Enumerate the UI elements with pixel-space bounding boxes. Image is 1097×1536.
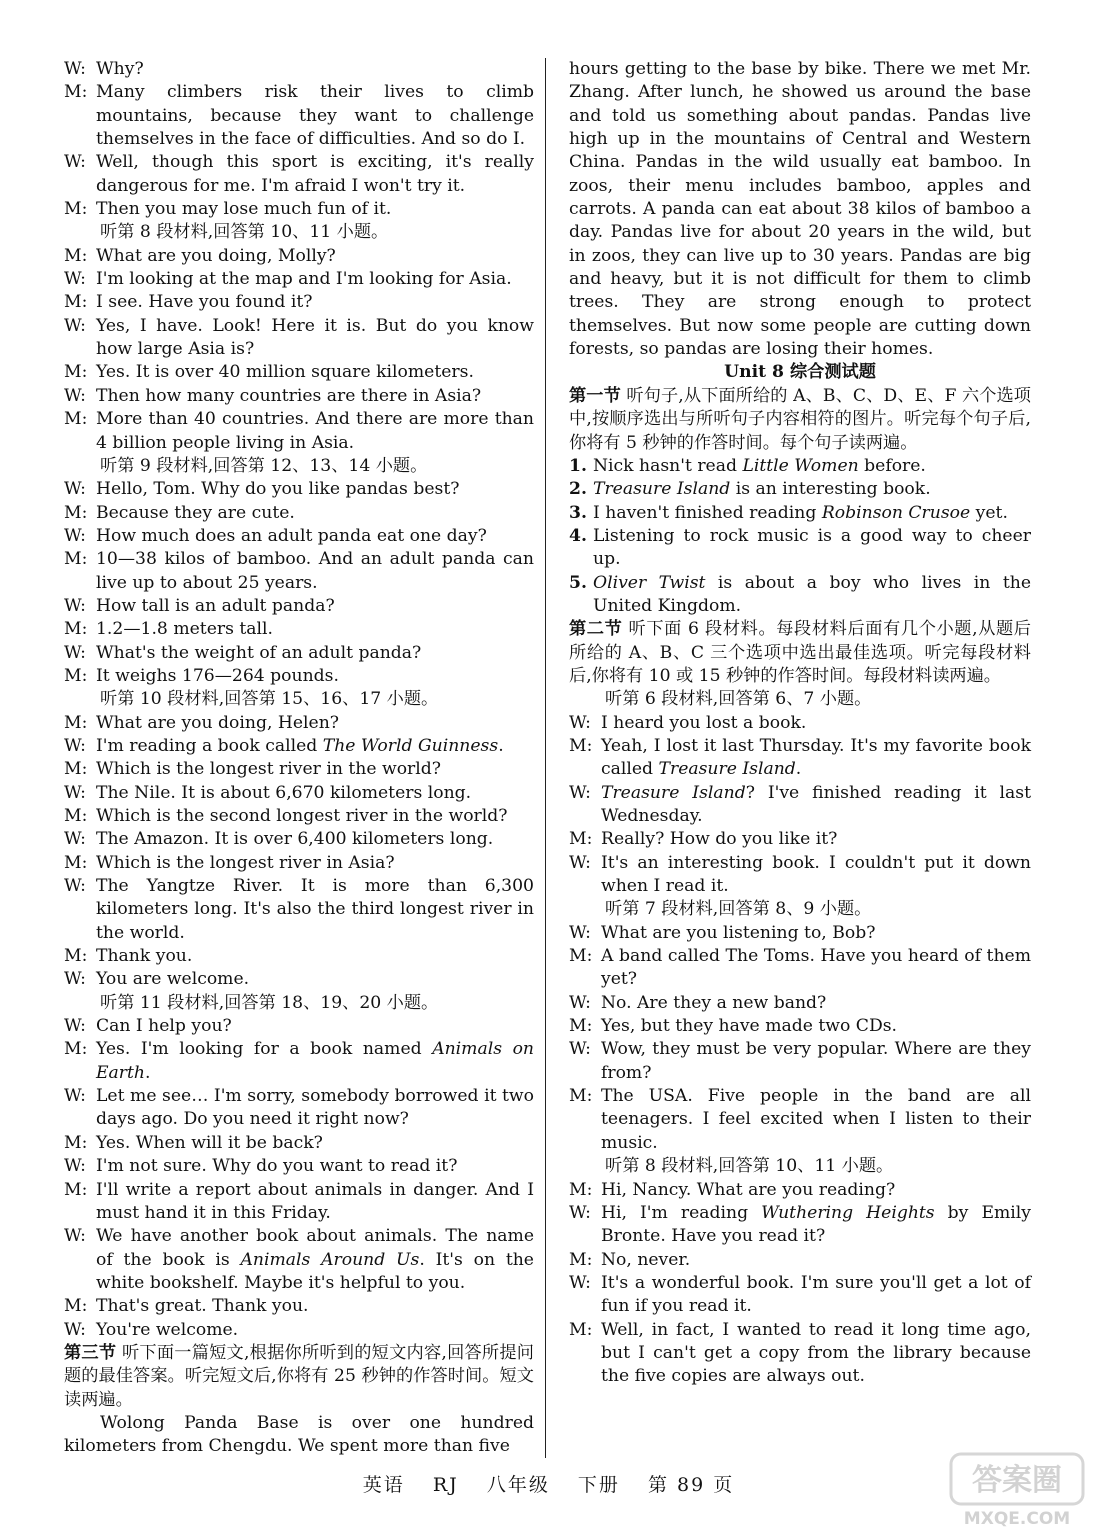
speaker: W: (64, 969, 86, 990)
dialogue-text: I'm looking at the map and I'm looking for Asia. (96, 269, 512, 290)
speaker: M: (569, 829, 593, 850)
dialogue-line (64, 1015, 534, 1038)
right-column (569, 58, 1031, 1389)
dialogue-line (64, 291, 534, 314)
dialogue-line (64, 805, 534, 828)
dialogue-text: I'm reading a book called The World Guinness. (96, 735, 504, 756)
dialogue-line (64, 758, 534, 781)
dialogue-text: Well, though this sport is exciting, it's really dangerous for me. I'm afraid I won't try it. (96, 152, 534, 196)
speaker: M: (569, 1319, 593, 1340)
dialogue-text: Then you may lose much fun of it. (96, 199, 392, 220)
dialogue-line (64, 548, 534, 595)
dialogue-text: I see. Have you found it? (96, 292, 313, 313)
dialogue-text: The Nile. It is about 6,670 kilometers long. (96, 782, 472, 803)
speaker: M: (64, 362, 88, 383)
speaker: M: (64, 712, 88, 733)
speaker: W: (569, 1039, 591, 1060)
sentence-item (569, 478, 1031, 501)
dialogue-line (569, 1319, 1031, 1389)
italic-title: Treasure Island (593, 479, 731, 500)
dialogue-text: You're welcome. (96, 1319, 239, 1340)
italic-title: Wuthering Heights (761, 1202, 935, 1223)
dialogue-line (64, 525, 534, 548)
dialogue-text: Thank you. (96, 946, 193, 967)
dialogue-line (569, 712, 1031, 735)
speaker: W: (64, 1016, 86, 1037)
dialogue-text: Yes, but they have made two CDs. (601, 1016, 898, 1037)
speaker: W: (64, 315, 86, 336)
dialogue-line (569, 945, 1031, 992)
speaker: M: (64, 619, 88, 640)
dialogue-text: What are you doing, Helen? (96, 712, 340, 733)
dialogue-line (569, 782, 1031, 829)
dialogue-text: What are you listening to, Bob? (601, 922, 876, 943)
dialogue-text: A band called The Toms. Have you heard of them yet? (601, 946, 1031, 990)
dialogue-line (64, 198, 534, 221)
sentence-item (569, 455, 1031, 478)
dialogue-line (569, 1015, 1031, 1038)
speaker: W: (64, 595, 86, 616)
dialogue-text: Then how many countries are there in Asia? (96, 385, 482, 406)
speaker: M: (64, 1179, 88, 1200)
speaker: M: (64, 245, 88, 266)
dialogue-text: Hello, Tom. Why do you like pandas best? (96, 479, 460, 500)
dialogue-line (569, 1038, 1031, 1085)
dialogue-text: I'm not sure. Why do you want to read it? (96, 1156, 458, 1177)
sentence-number: 4. (569, 525, 587, 546)
speaker: W: (64, 1226, 86, 1247)
dialogue-line (64, 642, 534, 665)
watermark-logo (947, 1450, 1087, 1530)
dialogue-line (64, 828, 534, 851)
speaker: M: (64, 759, 88, 780)
speaker: M: (64, 806, 88, 826)
dialogue-line (64, 502, 534, 525)
speaker: W: (569, 782, 591, 803)
italic-title: Animals on Earth (96, 1039, 534, 1083)
dialogue-text: No. Are they a new band? (601, 992, 827, 1013)
speaker: M: (64, 1039, 88, 1060)
dialogue-line (569, 828, 1031, 851)
dialogue-line (64, 245, 534, 268)
watermark-line1: 答案圈 (972, 1463, 1062, 1498)
italic-title: Robinson Crusoe (821, 502, 971, 523)
dialogue-line (64, 361, 534, 384)
dialogue-text: Hi, Nancy. What are you reading? (601, 1179, 896, 1200)
watermark-logo-icon (947, 1450, 1087, 1530)
speaker: M: (569, 1086, 593, 1107)
dialogue-text: Well, in fact, I wanted to read it long time ago, but I can't get a copy from the library because the five copies are always out. (601, 1319, 1031, 1387)
dialogue-text: Yes. When will it be back? (96, 1132, 323, 1153)
dialogue-line (64, 595, 534, 618)
passage-start: Wolong Panda Base is over one hundred kilometers from Chengdu. We spent more than five (64, 1412, 534, 1457)
material-heading: 听第 8 段材料,回答第 10、11 小题。 (605, 1156, 894, 1177)
dialogue-text: Wow, they must be very popular. Where are they from? (601, 1039, 1031, 1083)
dialogue-text: The USA. Five people in the band are all teenagers. I feel excited when I listen to their music. (601, 1086, 1031, 1153)
section1-text: 听句子,从下面所给的 A、B、C、D、E、F 六个选项中,按顺序选出与所听句子内容相符的图片。听完每个句子后,你将有 5 秒钟的作答时间。每个句子读两遍。 (569, 385, 1031, 453)
dialogue-text: You are welcome. (96, 969, 250, 990)
dialogue-text: Because they are cute. (96, 502, 295, 523)
section3-label: 第三节 (64, 1342, 117, 1363)
left-dialogue (64, 58, 534, 1342)
speaker: W: (64, 1086, 86, 1107)
footer-subject: 英语 (362, 1474, 405, 1496)
sentence-number: 1. (569, 455, 587, 476)
speaker: M: (64, 82, 88, 103)
section3-text: 听下面一篇短文,根据你所听到的短文内容,回答所提问题的最佳答案。听完短文后,你将有 25 秒钟的作答时间。短文读两遍。 (64, 1342, 534, 1410)
dialogue-line (569, 1085, 1031, 1155)
dialogue-text: How much does an adult panda eat one day? (96, 525, 487, 546)
speaker: W: (569, 922, 591, 943)
sentence-item (569, 525, 1031, 572)
sentence-text: Nick hasn't read Little Women before. (593, 455, 926, 476)
dialogue-text: What are you doing, Molly? (96, 245, 336, 266)
section1-label: 第一节 (569, 385, 621, 406)
dialogue-text: Why? (96, 59, 144, 79)
dialogue-line (569, 1272, 1031, 1319)
speaker: W: (569, 852, 591, 873)
dialogue-text: What's the weight of an adult panda? (96, 642, 422, 663)
dialogue-text: Yes, I have. Look! Here it is. But do you know how large Asia is? (96, 315, 534, 360)
dialogue-text: Yeah, I lost it last Thursday. It's my favorite book called Treasure Island. (601, 735, 1031, 780)
sentence-text: Treasure Island is an interesting book. (593, 479, 931, 500)
watermark-line2: MXQE.COM (963, 1509, 1071, 1529)
dialogue-line (569, 735, 1031, 782)
italic-title: Treasure Island (658, 759, 796, 780)
footer-grade: 八年级 (486, 1474, 550, 1496)
dialogue-line (64, 1038, 534, 1085)
section3-instructions (64, 1342, 534, 1412)
footer-page-number: 第 89 页 (647, 1474, 735, 1496)
dialogue-line (64, 1132, 534, 1155)
speaker: M: (64, 852, 88, 873)
dialogue-line (64, 665, 534, 688)
sentence-text: I haven't finished reading Robinson Crusoe yet. (593, 502, 1008, 523)
speaker: M: (569, 946, 593, 967)
speaker: W: (569, 1272, 591, 1293)
section2-label: 第二节 (569, 619, 623, 640)
italic-title: Little Women (742, 455, 859, 476)
dialogue-line (64, 1155, 534, 1178)
sentence-number: 3. (569, 502, 587, 523)
speaker: W: (569, 992, 591, 1013)
speaker: M: (64, 1296, 88, 1317)
dialogue-line (64, 1085, 534, 1132)
dialogue-line (64, 782, 534, 805)
section2-instructions (569, 618, 1031, 688)
dialogue-text: That's great. Thank you. (96, 1296, 309, 1317)
dialogue-line (64, 875, 534, 945)
speaker: W: (64, 1156, 86, 1177)
sentence-number: 2. (569, 479, 587, 500)
dialogue-line (64, 315, 534, 362)
dialogue-text: The Yangtze River. It is more than 6,300 kilometers long. It's also the third longest river in the world. (96, 876, 534, 943)
dialogue-text: We have another book about animals. The name of the book is Animals Around Us. It's on the white bookshelf. Maybe it's helpful to you. (96, 1226, 534, 1293)
speaker: M: (569, 1016, 593, 1037)
speaker: M: (569, 1249, 593, 1270)
dialogue-text: It's a wonderful book. I'm sure you'll get a lot of fun if you read it. (601, 1272, 1031, 1317)
dialogue-text: I'll write a report about animals in danger. And I must hand it in this Friday. (96, 1179, 534, 1223)
dialogue-line (64, 385, 534, 408)
speaker: W: (64, 525, 86, 546)
dialogue-line (64, 618, 534, 641)
speaker: M: (64, 292, 88, 313)
dialogue-line (64, 1179, 534, 1226)
dialogue-line (64, 1319, 534, 1342)
material-heading: 听第 10 段材料,回答第 15、16、17 小题。 (100, 689, 439, 710)
speaker: M: (64, 946, 88, 967)
speaker: W: (64, 479, 86, 500)
dialogue-text: 10—38 kilos of bamboo. And an adult panda can live up to about 25 years. (96, 549, 534, 593)
italic-title: The World Guinness (322, 735, 499, 756)
dialogue-text: The Amazon. It is over 6,400 kilometers long. (96, 829, 494, 850)
dialogue-line (569, 1202, 1031, 1249)
dialogue-text: Can I help you? (96, 1016, 232, 1037)
speaker: M: (64, 1132, 88, 1153)
section1-instructions (569, 385, 1031, 455)
material-heading: 听第 7 段材料,回答第 8、9 小题。 (605, 899, 872, 920)
dialogue-text: Many climbers risk their lives to climb mountains, because they want to challenge themselves in the face of difficulties. And so do I. (96, 82, 534, 150)
material-heading: 听第 6 段材料,回答第 6、7 小题。 (605, 689, 872, 710)
dialogue-text: It's an interesting book. I couldn't put it down when I read it. (601, 852, 1031, 897)
column-divider (545, 58, 546, 1458)
dialogue-line (64, 945, 534, 968)
speaker: M: (569, 735, 593, 756)
italic-title: Treasure Island (601, 782, 746, 803)
speaker: W: (64, 269, 86, 290)
speaker: W: (569, 1202, 591, 1223)
dialogue-text: Yes. I'm looking for a book named Animals on Earth. (96, 1039, 534, 1083)
sentence-item (569, 502, 1031, 525)
dialogue-line (64, 1295, 534, 1318)
dialogue-line (569, 922, 1031, 945)
dialogue-text: Which is the longest river in Asia? (96, 852, 395, 873)
speaker: W: (569, 712, 591, 733)
dialogue-text: Let me see… I'm sorry, somebody borrowed it two days ago. Do you need it right now? (96, 1086, 534, 1130)
speaker: M: (64, 199, 88, 220)
dialogue-line (569, 1179, 1031, 1202)
speaker: W: (64, 642, 86, 663)
sentence-number: 5. (569, 572, 587, 593)
dialogue-line (64, 735, 534, 758)
dialogue-line (64, 712, 534, 735)
passage-continued: hours getting to the base by bike. There we met Mr. Zhang. After lunch, he showed us around the base and told us something about pandas. Pandas live high up in the mountains of Central and Western China. Pandas in the wild usually eat bamboo. In zoos, their menu includes bamboo, apples and carrots. A panda can eat about 38 kilos of bamboo a day. Pandas live for about 20 years in the wild, but in zoos, they can live up to 30 years. Pandas are big and heavy, but it is not difficult for them to climb trees. They are strong enough to protect themselves. But now some people are cutting down forests, so pandas are losing their homes. (569, 59, 1031, 360)
material-heading: 听第 11 段材料,回答第 18、19、20 小题。 (100, 992, 439, 1013)
dialogue-line (64, 151, 534, 198)
dialogue-text: Which is the longest river in the world? (96, 759, 441, 780)
italic-title: Oliver Twist (593, 572, 706, 593)
dialogue-text: How tall is an adult panda? (96, 595, 335, 616)
dialogue-line (64, 1225, 534, 1295)
dialogue-text: No, never. (601, 1249, 691, 1270)
dialogue-text: 1.2—1.8 meters tall. (96, 619, 273, 640)
speaker: W: (64, 59, 86, 79)
speaker: M: (64, 549, 88, 570)
italic-title: Animals Around Us (240, 1249, 420, 1270)
sentence-text: Listening to rock music is a good way to cheer up. (593, 525, 1031, 570)
left-column (64, 58, 534, 1459)
speaker: W: (64, 876, 86, 897)
sentence-text: Oliver Twist is about a boy who lives in the United Kingdom. (593, 572, 1031, 616)
speaker: W: (64, 829, 86, 850)
dialogue-line (64, 81, 534, 151)
dialogue-line (64, 852, 534, 875)
dialogue-text: It weighs 176—264 pounds. (96, 665, 339, 686)
speaker: W: (64, 152, 86, 173)
footer-volume: 下册 (577, 1474, 620, 1496)
dialogue-text: More than 40 countries. And there are more than 4 billion people living in Asia. (96, 409, 534, 453)
speaker: W: (64, 782, 86, 803)
speaker: M: (64, 502, 88, 523)
dialogue-text: I heard you lost a book. (601, 712, 807, 733)
dialogue-line (64, 478, 534, 501)
sentence-item (569, 572, 1031, 619)
speaker: M: (64, 665, 88, 686)
speaker: W: (64, 1319, 86, 1340)
page-footer (0, 1470, 1097, 1497)
dialogue-text: Yes. It is over 40 million square kilometers. (96, 362, 474, 383)
section2-text: 听下面 6 段材料。每段材料后面有几个小题,从题后所给的 A、B、C 三个选项中选出最佳选项。听完每段材料后,你将有 10 或 15 秒钟的作答时间。每段材料读两遍。 (569, 619, 1031, 686)
speaker: M: (569, 1179, 593, 1200)
material-heading: 听第 8 段材料,回答第 10、11 小题。 (100, 222, 389, 243)
dialogue-line (569, 1249, 1031, 1272)
dialogue-text: Really? How do you like it? (601, 829, 838, 850)
unit-title: Unit 8 综合测试题 (724, 362, 876, 383)
speaker: W: (64, 735, 86, 756)
dialogue-text: Treasure Island? I've finished reading it last Wednesday. (601, 782, 1031, 826)
dialogue-line (64, 268, 534, 291)
dialogue-line (569, 852, 1031, 899)
material-heading: 听第 9 段材料,回答第 12、13、14 小题。 (100, 455, 428, 476)
sentence-list (569, 455, 1031, 618)
dialogue-line (64, 968, 534, 991)
footer-edition: RJ (432, 1474, 459, 1496)
speaker: M: (64, 409, 88, 430)
speaker: W: (64, 385, 86, 406)
dialogue-line (569, 992, 1031, 1015)
dialogue-line (64, 58, 534, 81)
right-dialogue (569, 688, 1031, 1388)
dialogue-text: Hi, I'm reading Wuthering Heights by Emily Bronte. Have you read it? (601, 1202, 1031, 1247)
dialogue-line (64, 408, 534, 455)
dialogue-text: Which is the second longest river in the world? (96, 806, 508, 826)
